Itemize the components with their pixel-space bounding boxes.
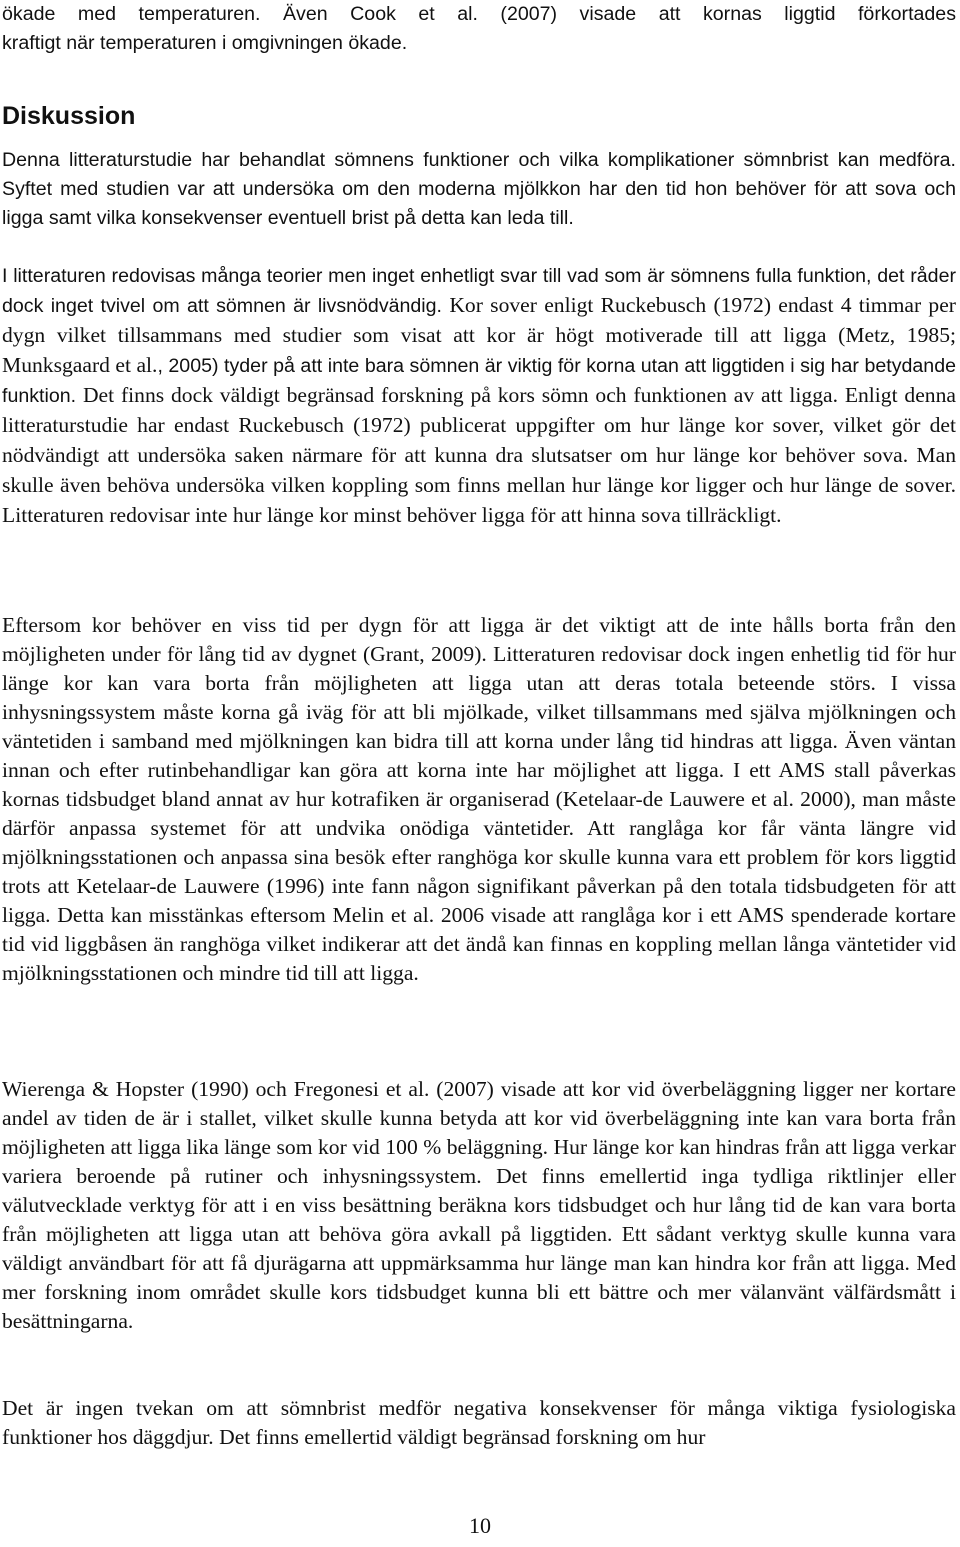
section-heading: Diskussion xyxy=(2,102,136,130)
paragraph-3: Eftersom kor behöver en viss tid per dygn för att ligga är det viktigt att de inte hålls borta från den möjligheten under för lång tid av dygnet (Grant, 2009). Litteraturen redovisar dock ingen enhetlig tid för hur länge kor kan vara borta från möjligheten att ligga utan att deras totala beteende störs. I vissa inhysningssystem måste korna gå iväg för att bli mjölkade, vilket tillsammans med själva mjölkningen och väntetiden i samband med mjölkningen kan bidra till att korna under lång tid hindras att ligga. Även väntan innan och efter rutinbehandligar kan göra att korna inte har möjlighet att ligga. I ett AMS stall påverkas kornas tidsbudget bland annat av hur kotrafiken är organiserad (Ketelaar-de Lauwere et al. 2000), man måste därför anpassa systemet för att undvika onödiga väntetider. Att ranglåga kor får vänta längre vid mjölkningsstationen och anpassa sina besök efter ranghöga kor skulle kunna vara ett problem för kors liggtid trots att Ketelaar-de Lauwere (1996) inte fann någon signifikant påverkan på den totala tidsbudgeten för att ligga. Detta kan misstänkas eftersom Melin et al. 2006 visade att ranglåga kor i ett AMS spenderade kortare tid vid liggbåsen än ranghöga vilket indikerar att det ändå kan finnas en koppling mellan långa väntetider vid mjölkningsstationen och mindre tid till att ligga. xyxy=(2,613,956,985)
paragraph-2 xyxy=(2,262,956,531)
intro-line-2: kraftigt när temperaturen i omgivningen ökade. xyxy=(2,32,408,54)
paragraph-4: Wierenga & Hopster (1990) och Fregonesi et al. (2007) visade att kor vid överbeläggning ligger ner kortare andel av tiden de är i stallet, vilket skulle kunna betyda att kor vid överbeläggning inte kan vara borta från möjligheten att ligga lika länge som kor vid 100 % beläggning. Hur länge kor kan hindras från att ligga verkar variera beroende på rutiner och inhysningssystem. Det finns emellertid inga tydliga riktlinjer eller välutvecklade verktyg för att i en viss besättning beräkna kors tidsbudget och hur lång tid de kan vara borta från möjligheten att ligga utan att behöva göra avkall på liggtiden. Ett sådant verktyg skulle kunna vara väldigt användbart för att få djurägarna att uppmärksamma hur länge man kan hindra kor från att ligga. Med mer forskning inom området skulle kors tidsbudget kunna bli ett bättre och mer välanvänt välfärdsmått i besättningarna. xyxy=(2,1077,956,1333)
page-number: 10 xyxy=(469,1513,491,1538)
paragraph-2-serif-part-1: Kor sover enligt Ruckebusch (1972) endast 4 timmar per dygn vilket tillsammans med studier som visat att kor är högt motiverade till att ligga (Metz, 1985; Munksgaard et al. xyxy=(2,293,956,377)
paragraph-2-sans-part-1: I litteraturen redovisas många teorier men inget enhetligt svar till vad som är sömnens fulla funktion, det råder dock inget tvivel om att sömnen är livsnödvändig. xyxy=(2,265,956,317)
intro-line-1: ökade med temperaturen. Även Cook et al. (2007) visade att kornas liggtid förkortades xyxy=(2,3,956,25)
paragraph-5: Det är ingen tvekan om att sömnbrist medför negativa konsekvenser för många viktiga fysiologiska funktioner hos däggdjur. Det finns emellertid väldigt begränsad forskning om hur xyxy=(2,1396,956,1449)
paragraph-1: Denna litteraturstudie har behandlat sömnens funktioner och vilka komplikationer sömnbrist kan medföra. Syftet med studien var att undersöka om den moderna mjölkkon har den tid hon behöver för att sova och ligga samt vilka konsekvenser eventuell brist på detta kan leda till. xyxy=(2,149,956,229)
paragraph-2-sans-part-2: , 2005) tyder på att inte bara sömnen är viktig för korna utan att liggtiden i sig har betydande funktion. xyxy=(2,355,956,407)
paragraph-2-serif-part-2: Det finns dock väldigt begränsad forskning på kors sömn och funktionen av att ligga. Enligt denna litteraturstudie har endast Ruckebusch (1972) publicerat uppgifter om hur länge kor sover, vilket gör det nödvändigt att undersöka saken närmare för att kunna dra slutsatser om hur länge kor behöver sova. Man skulle även behöva undersöka vilken koppling som finns mellan hur länge kor ligger och hur länge de sover. Litteraturen redovisar inte hur länge kor minst behöver ligga för att hinna sova tillräckligt. xyxy=(2,383,956,527)
